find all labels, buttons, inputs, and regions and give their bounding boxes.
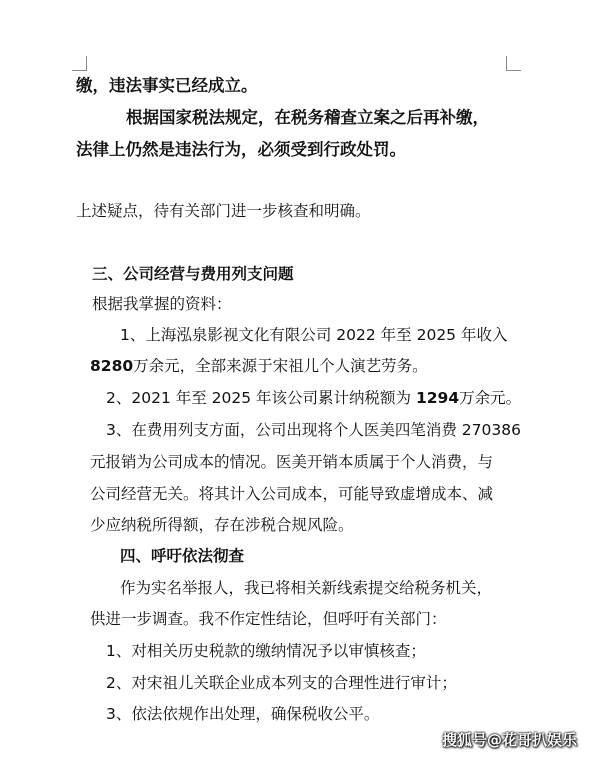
revenue-figure: 8280 bbox=[90, 357, 134, 375]
tax-figure: 1294 bbox=[415, 389, 460, 407]
text-line-2: 根据国家税法规定，在税务稽查立案之后再补缴， bbox=[126, 108, 489, 127]
text-line-4: 上述疑点，待有关部门进一步核查和明确。 bbox=[76, 202, 371, 220]
text-line-9: 2、2021 年至 2025 年该公司累计纳税额为 1294万余元。 bbox=[106, 389, 522, 407]
text-line-18: 2、对宋祖儿关联企业成本列支的合理性进行审计； bbox=[106, 674, 457, 692]
text-line-10: 3、在费用列支方面，公司出现将个人医美四笔消费 270386 bbox=[106, 421, 521, 439]
section-heading-3: 三、公司经营与费用列支问题 bbox=[92, 265, 294, 283]
text-line-7: 1、上海泓泉影视文化有限公司 2022 年至 2025 年收入 bbox=[120, 326, 508, 344]
text-line-11: 元报销为公司成本的情况。医美开销本质属于个人消费，与 bbox=[90, 453, 494, 471]
text-line-1: 缴，违法事实已经成立。 bbox=[76, 76, 258, 95]
text-line-3: 法律上仍然是违法行为，必须受到行政处罚。 bbox=[76, 140, 406, 159]
crop-mark-top-right bbox=[506, 56, 521, 71]
text-line-19: 3、依法依规作出处理，确保税收公平。 bbox=[106, 705, 380, 723]
crop-mark-top-left bbox=[72, 56, 87, 71]
text-line-15: 作为实名举报人，我已将相关新线索提交给税务机关， bbox=[120, 579, 493, 597]
text-line-12: 公司经营无关。将其计入公司成本，可能导致虚增成本、减 bbox=[90, 485, 494, 503]
text-line-13: 少应纳税所得额，存在涉税合规风险。 bbox=[90, 516, 354, 534]
text-line-16: 供进一步调查。我不作定性结论，但呼吁有关部门： bbox=[90, 610, 447, 628]
watermark: 搜狐号@花哥扒娱乐 bbox=[441, 731, 577, 749]
section-heading-4: 四、呼吁依法彻查 bbox=[120, 547, 245, 565]
text-line-17: 1、对相关历史税款的缴纳情况予以审慎核查； bbox=[106, 642, 426, 660]
text-line-8: 8280万余元，全部来源于宋祖儿个人演艺劳务。 bbox=[90, 357, 428, 375]
text-line-6: 根据我掌握的资料： bbox=[92, 295, 232, 313]
